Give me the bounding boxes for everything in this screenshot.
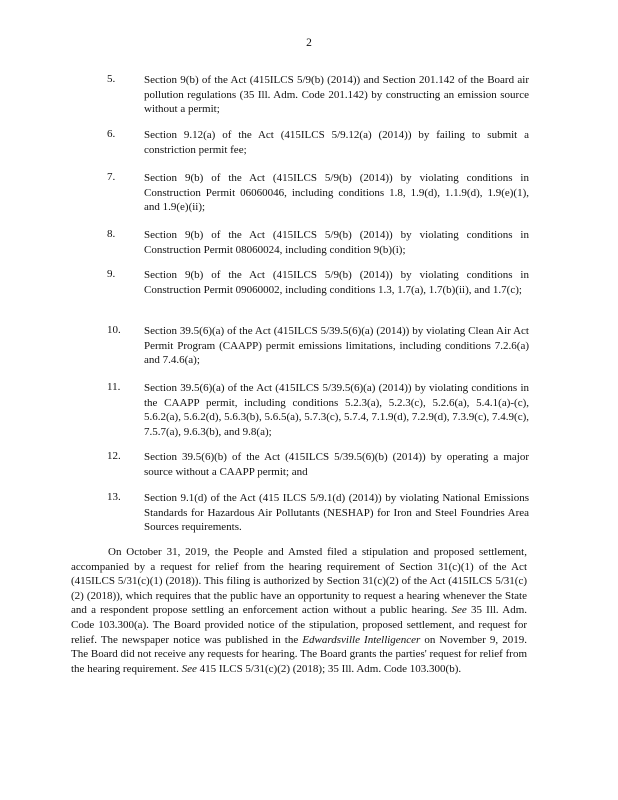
item-text: Section 9.1(d) of the Act (415 ILCS 5/9.1(d) (2014)) by violating National Emissions Standards for Hazardous Air Pollutants (NESHAP) for Iron and Steel Foundries Area Sources requirements.	[144, 492, 529, 534]
item-text: Section 39.5(6)(a) of the Act (415ILCS 5/39.5(6)(a) (2014)) by violating conditions in the CAAPP permit, including conditions 5.2.3(a), 5.2.3(c), 5.2.6(a), 5.4.1(a)-(c), 5.6.2(a), 5.6.2(d), 5.6.3(b), 5.6.5(a), 5.7.3(c), 5.7.4, 7.1.9(d), 7.2.9(d), 7.3.9(c), 7.4.9(c), 7.5.7(a), 9.6.3(b), and 9.8(a);	[144, 382, 529, 438]
item-number: 9.	[107, 268, 116, 280]
newspaper-name: Edwardsville Intelligencer	[302, 633, 421, 646]
item-number: 7.	[107, 171, 116, 183]
see-signal: See	[451, 604, 467, 617]
item-number: 12.	[107, 450, 121, 462]
paragraph-text: On October 31, 2019, the People and Amsted filed a stipulation and proposed settlement, accompanied by a request for relief from the hearing requirement of Section 31(c)(1) of the Act (415ILCS 5/31(c)(1) (2018)). This filing is authorized by Section 31(c)(2) of the Act (415ILCS 5/31(c)(2) (2018)), which requires that the public have an opportunity to request a hearing whenever the State and a respondent propose settling an enforcement action without a public hearing.	[71, 546, 527, 617]
item-number: 6.	[107, 128, 116, 140]
paragraph-text: on November 9, 2019. The Board did not receive any requests for hearing. The Board grants the parties' request for relief from the hearing requirement.	[71, 633, 528, 675]
item-number: 13.	[107, 491, 121, 503]
body-paragraph	[71, 545, 527, 676]
item-text: Section 9(b) of the Act (415ILCS 5/9(b) (2014)) and Section 201.142 of the Board air pollution regulations (35 Ill. Adm. Code 201.142) by constructing an emission source without a permit;	[144, 74, 529, 116]
item-number: 5.	[107, 73, 116, 85]
item-text: Section 9.12(a) of the Act (415ILCS 5/9.12(a) (2014)) by failing to submit a constriction permit fee;	[144, 129, 529, 156]
item-number: 11.	[107, 381, 121, 393]
item-number: 10.	[107, 324, 121, 336]
item-text: Section 9(b) of the Act (415ILCS 5/9(b) (2014)) by violating conditions in Construction Permit 06060046, including conditions 1.8, 1.9(d), 1.1.9(d), 1.9(e)(1), and 1.9(e)(ii);	[144, 172, 529, 214]
item-number: 8.	[107, 228, 116, 240]
item-text: Section 39.5(6)(a) of the Act (415ILCS 5/39.5(6)(a) (2014)) by violating Clean Air Act Permit Program (CAAPP) permit emissions limitations, including conditions 7.2.6(a) and 7.4.6(a);	[144, 325, 529, 367]
page-number: 2	[306, 37, 312, 49]
paragraph-text: 35 Ill. Adm. Code 103.300(a). The Board provided notice of the stipulation, proposed settlement, and request for relief. The newspaper notice was published in the	[71, 604, 528, 646]
see-signal: See	[181, 662, 197, 675]
item-text: Section 39.5(6)(b) of the Act (415ILCS 5/39.5(6)(b) (2014)) by operating a major source without a CAAPP permit; and	[144, 451, 529, 478]
item-text: Section 9(b) of the Act (415ILCS 5/9(b) (2014)) by violating conditions in Construction Permit 08060024, including condition 9(b)(i);	[144, 229, 529, 256]
paragraph-text: 415 ILCS 5/31(c)(2) (2018); 35 Ill. Adm. Code 103.300(b).	[199, 662, 462, 675]
item-text: Section 9(b) of the Act (415ILCS 5/9(b) (2014)) by violating conditions in Construction Permit 09060002, including conditions 1.3, 1.7(a), 1.7(b)(ii), and 1.7(c);	[144, 269, 529, 296]
